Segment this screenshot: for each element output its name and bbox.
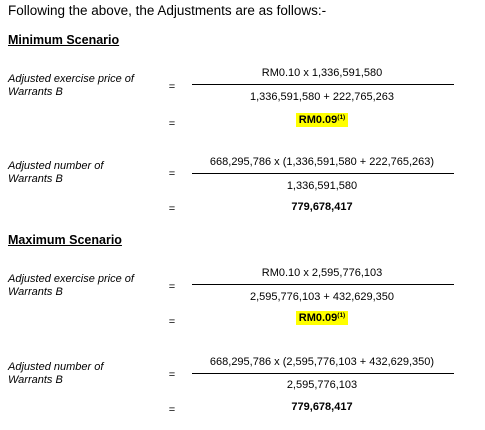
max-number-equals-2: = bbox=[168, 404, 176, 416]
min-number-label-line1: Adjusted number of bbox=[8, 160, 104, 172]
max-price-result-note: (1) bbox=[337, 312, 346, 319]
max-number-numerator: 668,295,786 x (2,595,776,103 + 432,629,350) bbox=[209, 356, 435, 368]
min-price-result-note: (1) bbox=[337, 114, 346, 121]
max-number-result: 779,678,417 bbox=[291, 401, 353, 413]
max-price-label-line1: Adjusted exercise price of bbox=[8, 273, 134, 285]
max-price-label-line2: Warrants B bbox=[8, 285, 63, 298]
min-number-numerator: 668,295,786 x (1,336,591,580 + 222,765,263) bbox=[209, 156, 435, 168]
min-number-label bbox=[8, 160, 158, 185]
max-number-denominator: 2,595,776,103 bbox=[286, 379, 358, 391]
min-price-numerator: RM0.10 x 1,336,591,580 bbox=[261, 67, 383, 79]
min-number-label-line2: Warrants B bbox=[8, 172, 63, 185]
min-number-equals-2: = bbox=[168, 203, 176, 215]
max-number-label-line1: Adjusted number of bbox=[8, 361, 104, 373]
min-price-result bbox=[192, 114, 452, 126]
min-price-result-highlight bbox=[296, 113, 348, 127]
max-price-equals-2: = bbox=[168, 316, 176, 328]
max-price-result-value: RM0.09 bbox=[298, 312, 338, 324]
max-price-result-highlight bbox=[296, 311, 348, 325]
max-number-equals: = bbox=[168, 369, 176, 381]
min-price-equals-2: = bbox=[168, 118, 176, 130]
max-price-equals: = bbox=[168, 281, 176, 293]
max-number-label-line2: Warrants B bbox=[8, 373, 63, 386]
max-price-fraction-bar bbox=[192, 284, 454, 285]
maximum-scenario-heading: Maximum Scenario bbox=[8, 233, 122, 247]
intro-text: Following the above, the Adjustments are as follows:- bbox=[8, 3, 327, 18]
min-price-equals: = bbox=[168, 81, 176, 93]
min-number-denominator: 1,336,591,580 bbox=[286, 180, 358, 192]
max-price-result bbox=[192, 312, 452, 324]
min-price-label bbox=[8, 73, 158, 98]
max-price-label bbox=[8, 273, 158, 298]
minimum-scenario-heading: Minimum Scenario bbox=[8, 33, 120, 47]
max-price-numerator: RM0.10 x 2,595,776,103 bbox=[261, 267, 383, 279]
min-price-fraction-bar bbox=[192, 84, 454, 85]
max-price-denominator: 2,595,776,103 + 432,629,350 bbox=[249, 291, 395, 303]
min-number-fraction-bar bbox=[192, 173, 454, 174]
min-price-label-line1: Adjusted exercise price of bbox=[8, 73, 134, 85]
max-number-fraction-bar bbox=[192, 373, 454, 374]
min-number-equals: = bbox=[168, 168, 176, 180]
min-price-result-value: RM0.09 bbox=[298, 114, 338, 126]
min-price-denominator: 1,336,591,580 + 222,765,263 bbox=[249, 91, 395, 103]
max-number-label bbox=[8, 361, 158, 386]
min-price-label-line2: Warrants B bbox=[8, 85, 63, 98]
min-number-result: 779,678,417 bbox=[291, 201, 353, 213]
